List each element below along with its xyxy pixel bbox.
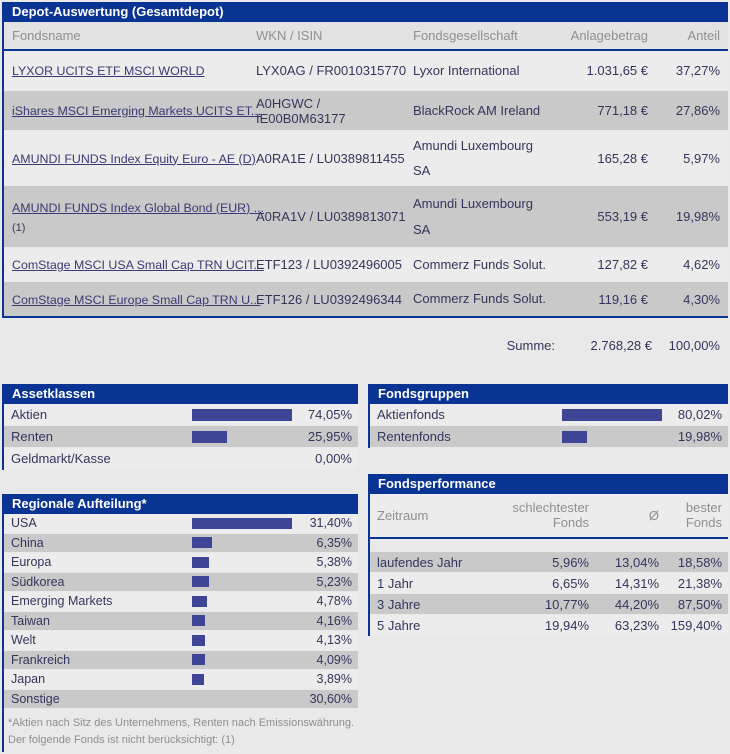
- assetklassen-section: [2, 384, 358, 470]
- perf-avg: 14,31%: [614, 575, 659, 591]
- depot-section-title: Depot-Auswertung (Gesamtdepot): [4, 2, 728, 22]
- asset-row: [4, 426, 358, 448]
- regionale-aufteilung-section: [2, 494, 358, 752]
- fund-amount: 127,82 €: [597, 257, 648, 272]
- allocation-bar: [192, 537, 212, 548]
- region-label: Frankreich: [11, 652, 71, 667]
- allocation-bar: [192, 518, 292, 529]
- fondsgruppen-title: Fondsgruppen: [370, 384, 728, 404]
- asset-pct: 25,95%: [307, 429, 352, 444]
- fondsgruppe-pct: 80,02%: [677, 407, 722, 422]
- region-pct: 30,60%: [309, 691, 352, 706]
- table-row: [4, 91, 728, 131]
- allocation-bar: [192, 615, 205, 626]
- region-row: [4, 670, 358, 690]
- bar-track: [192, 674, 296, 685]
- allocation-bar: [192, 576, 209, 587]
- region-pct: 4,13%: [316, 633, 352, 648]
- region-row: [4, 514, 358, 534]
- bar-track: [192, 576, 296, 587]
- perf-worst: 10,77%: [544, 596, 589, 612]
- bar-track: [192, 431, 296, 443]
- perf-avg: 13,04%: [614, 554, 659, 570]
- allocation-bar: [192, 654, 205, 665]
- fund-amount: 119,16 €: [598, 291, 648, 307]
- fund-share: 5,97%: [683, 150, 720, 166]
- region-row: [4, 592, 358, 612]
- region-label: Japan: [11, 672, 46, 687]
- footnote: [4, 709, 358, 752]
- perf-worst: 5,96%: [552, 554, 589, 570]
- perf-best: 18,58%: [677, 554, 722, 570]
- bar-track: [192, 557, 296, 568]
- perf-worst: 6,65%: [552, 575, 589, 591]
- bar-track: [192, 518, 296, 529]
- col-header-bester-fonds: bester Fonds: [685, 500, 722, 530]
- fondsperformance-section: [368, 474, 728, 636]
- sum-amount: 2.768,28 €: [590, 337, 652, 353]
- asset-pct: 0,00%: [315, 451, 352, 466]
- perf-zeitraum: 5 Jahre: [377, 617, 421, 633]
- bar-track: [562, 409, 666, 421]
- fund-link[interactable]: ComStage MSCI Europe Small Cap TRN U...: [12, 292, 261, 307]
- bar-track: [192, 537, 296, 548]
- region-pct: 31,40%: [309, 516, 352, 531]
- fund-amount: 553,19 €: [597, 209, 648, 224]
- bar-track: [562, 431, 666, 443]
- allocation-bar: [562, 431, 587, 443]
- fondsgruppe-row: [370, 404, 728, 426]
- fund-share: 4,30%: [683, 291, 720, 307]
- col-header-durchschnitt: Ø: [648, 507, 659, 523]
- region-label: Welt: [11, 633, 36, 648]
- region-pct: 4,78%: [316, 594, 352, 609]
- allocation-bar: [192, 674, 204, 685]
- fund-company: Lyxor International: [413, 62, 520, 78]
- performance-table-header: [370, 494, 728, 539]
- fund-company: BlackRock AM Ireland: [413, 102, 541, 118]
- assetklassen-title: Assetklassen: [4, 384, 358, 404]
- col-header-zeitraum: Zeitraum: [377, 507, 429, 523]
- region-row: [4, 690, 358, 710]
- fund-share: 37,27%: [675, 63, 720, 78]
- fund-wkn: A0RA1E / LU0389811455: [256, 150, 405, 166]
- bar-track: [192, 635, 296, 646]
- region-pct: 5,23%: [316, 574, 352, 589]
- region-pct: 4,09%: [316, 652, 352, 667]
- table-row: [4, 248, 728, 282]
- fondsgruppe-pct: 19,98%: [677, 429, 722, 444]
- left-column: [2, 384, 358, 752]
- perf-best: 87,50%: [677, 596, 722, 612]
- perf-worst: 19,94%: [544, 617, 589, 633]
- region-row: [4, 573, 358, 593]
- footnote-line-2: Der folgende Fonds ist nicht berücksichtigt: (1): [8, 733, 235, 746]
- performance-header-gap: [370, 539, 728, 552]
- region-label: USA: [11, 516, 37, 531]
- asset-pct: 74,05%: [307, 407, 352, 422]
- asset-label: Renten: [11, 429, 53, 444]
- region-pct: 3,89%: [316, 672, 352, 687]
- depot-table-body: [4, 51, 728, 318]
- region-row: [4, 612, 358, 632]
- table-row: [4, 51, 728, 91]
- fund-wkn: A0HGWC / IE00B0M63177: [256, 95, 346, 126]
- fund-link[interactable]: AMUNDI FUNDS Index Equity Euro - AE (D): [12, 151, 256, 166]
- col-header-fondsgesellschaft: Fondsgesellschaft: [413, 28, 518, 43]
- bottom-columns: [2, 384, 728, 752]
- depot-table-section: [2, 2, 728, 318]
- performance-row: [370, 615, 728, 636]
- fondsperformance-title: Fondsperformance: [370, 474, 728, 494]
- performance-row: [370, 594, 728, 615]
- region-pct: 6,35%: [316, 535, 352, 550]
- fund-wkn: ETF126 / LU0392496344: [256, 291, 402, 307]
- fund-amount: 1.031,65 €: [586, 63, 648, 78]
- fund-footnote-ref: (1): [12, 221, 26, 234]
- allocation-bar: [192, 431, 227, 443]
- fund-company: Commerz Funds Solut.: [413, 256, 546, 272]
- col-header-fondsname: Fondsname: [12, 28, 81, 43]
- fund-link[interactable]: AMUNDI FUNDS Index Global Bond (EUR) ...: [12, 200, 265, 215]
- region-row: [4, 534, 358, 554]
- right-column: [368, 384, 728, 636]
- fund-company: Amundi Luxembourg SA: [413, 137, 533, 178]
- fund-share: 19,98%: [675, 209, 720, 224]
- perf-best: 159,40%: [670, 617, 722, 633]
- region-label: Südkorea: [11, 574, 65, 589]
- bar-track: [192, 409, 296, 421]
- col-header-anteil: Anteil: [687, 28, 720, 43]
- fund-share: 4,62%: [683, 257, 720, 272]
- fondsgruppe-label: Aktienfonds: [377, 407, 445, 422]
- bar-track: [192, 596, 296, 607]
- allocation-bar: [192, 409, 292, 421]
- performance-row: [370, 573, 728, 594]
- region-label: Sonstige: [11, 691, 60, 706]
- bar-track: [192, 654, 296, 665]
- regionale-title: Regionale Aufteilung*: [4, 494, 358, 514]
- perf-avg: 44,20%: [614, 596, 659, 612]
- bar-track: [192, 615, 296, 626]
- region-label: Emerging Markets: [11, 594, 113, 609]
- depot-table-header: [4, 22, 728, 51]
- asset-label: Aktien: [11, 407, 48, 422]
- allocation-bar: [192, 596, 207, 607]
- region-row: [4, 651, 358, 671]
- table-row: [4, 282, 728, 316]
- performance-row: [370, 552, 728, 573]
- fund-company: Amundi Luxembourg SA: [413, 196, 533, 237]
- fund-link[interactable]: LYXOR UCITS ETF MSCI WORLD: [12, 64, 205, 78]
- fund-wkn: ETF123 / LU0392496005: [256, 257, 402, 272]
- table-row: [4, 186, 728, 248]
- region-row: [4, 553, 358, 573]
- fund-wkn: A0RA1V / LU0389813071: [256, 209, 406, 224]
- region-label: Europa: [11, 555, 52, 570]
- fund-amount: 165,28 €: [597, 150, 648, 166]
- col-header-schlechtester-fonds: schlechtester Fonds: [512, 500, 589, 530]
- asset-row: [4, 404, 358, 426]
- allocation-bar: [562, 409, 662, 421]
- fund-wkn: LYX0AG / FR0010315770: [256, 63, 407, 78]
- col-header-anlagebetrag: Anlagebetrag: [570, 28, 648, 43]
- asset-row: [4, 448, 358, 470]
- fondsgruppe-label: Rentenfonds: [377, 429, 451, 444]
- perf-zeitraum: laufendes Jahr: [377, 554, 463, 570]
- region-label: Taiwan: [11, 613, 50, 628]
- fund-link[interactable]: iShares MSCI Emerging Markets UCITS ET...: [12, 104, 262, 118]
- col-header-wkn-isin: WKN / ISIN: [256, 28, 323, 43]
- fondsgruppe-row: [370, 426, 728, 448]
- region-pct: 5,38%: [316, 555, 352, 570]
- fund-amount: 771,18 €: [597, 103, 648, 118]
- perf-zeitraum: 3 Jahre: [377, 596, 421, 612]
- fund-link[interactable]: ComStage MSCI USA Small Cap TRN UCIT...: [12, 258, 264, 272]
- table-row: [4, 131, 728, 186]
- perf-best: 21,38%: [677, 575, 722, 591]
- performance-rows: [370, 552, 728, 636]
- sum-label: Summe:: [506, 337, 555, 353]
- fund-share: 27,86%: [675, 103, 720, 118]
- fondsgruppen-section: [368, 384, 728, 448]
- region-row: [4, 631, 358, 651]
- fund-company: Commerz Funds Solut.: [413, 291, 546, 307]
- footnote-line-1: *Aktien nach Sitz des Unternehmens, Renten nach Emissionswährung.: [8, 717, 355, 729]
- perf-avg: 63,23%: [614, 617, 659, 633]
- perf-zeitraum: 1 Jahr: [377, 575, 414, 591]
- sum-share: 100,00%: [668, 337, 720, 353]
- asset-label: Geldmarkt/Kasse: [11, 451, 111, 466]
- allocation-bar: [192, 557, 209, 568]
- allocation-bar: [192, 635, 205, 646]
- region-label: China: [11, 535, 44, 550]
- region-pct: 4,16%: [316, 613, 352, 628]
- sum-row: [2, 328, 728, 362]
